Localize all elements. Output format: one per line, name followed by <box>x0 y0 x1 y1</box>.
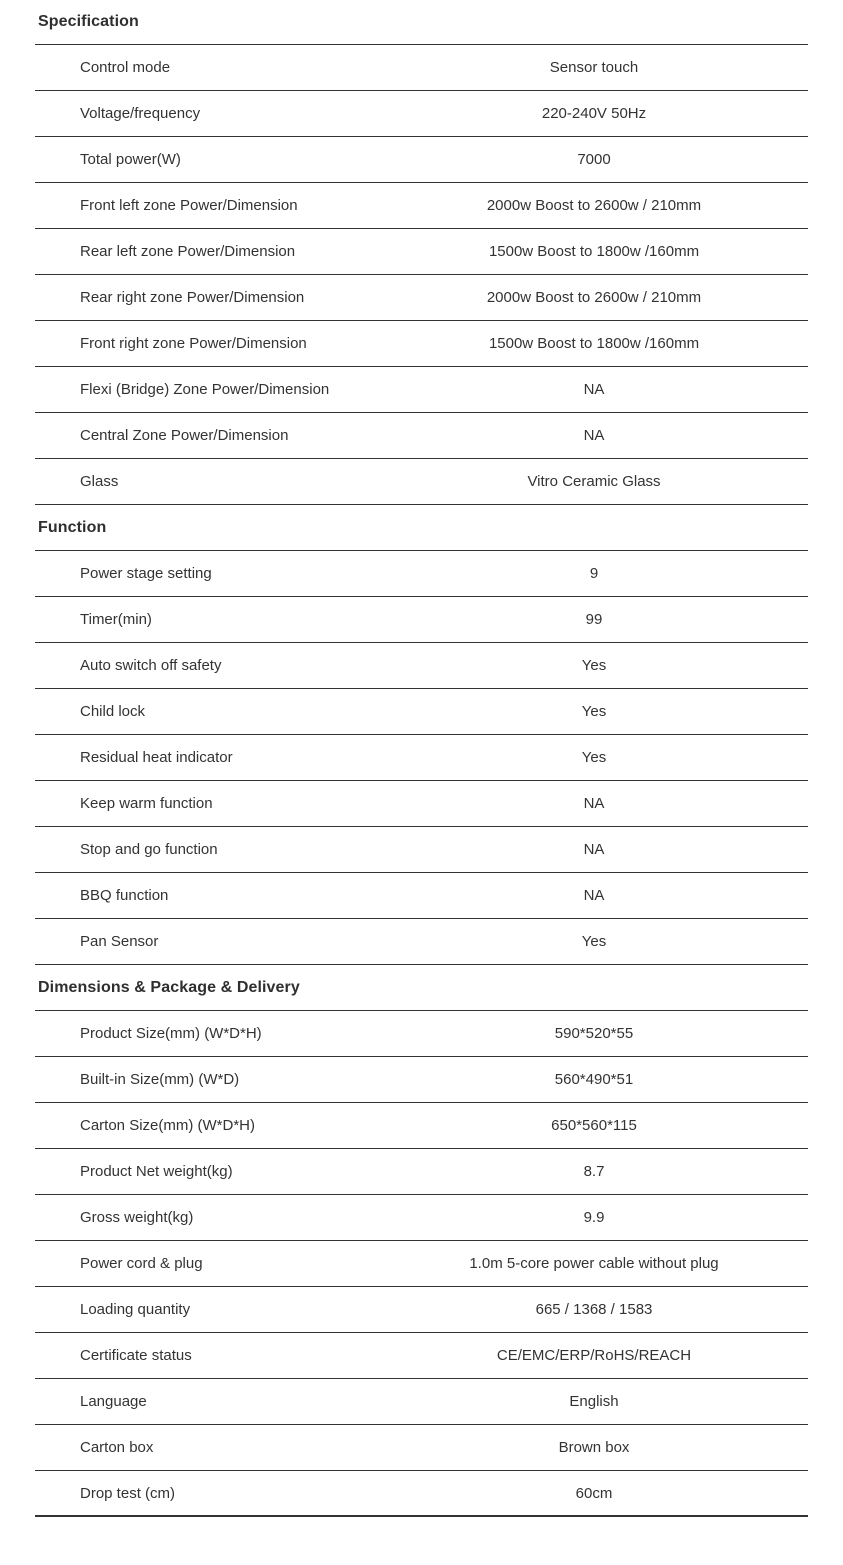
table-row <box>35 1057 808 1103</box>
table-row <box>35 413 808 459</box>
row-value: Vitro Ceramic Glass <box>527 473 661 490</box>
row-value: CE/EMC/ERP/RoHS/REACH <box>496 1347 692 1364</box>
row-label: Glass <box>80 473 119 490</box>
table-row <box>35 275 808 321</box>
row-value: 99 <box>585 611 603 628</box>
spec-section <box>35 965 808 1517</box>
table-row <box>35 1287 808 1333</box>
table-row <box>35 643 808 689</box>
row-value: 9.9 <box>583 1209 605 1226</box>
table-row <box>35 1195 808 1241</box>
row-label: Language <box>80 1393 147 1410</box>
row-label: BBQ function <box>80 887 169 904</box>
row-label: Rear left zone Power/Dimension <box>80 243 296 260</box>
section-heading: Function <box>38 518 107 536</box>
row-value: 1.0m 5-core power cable without plug <box>469 1255 719 1272</box>
row-label: Carton box <box>80 1439 154 1456</box>
row-value: English <box>569 1393 619 1410</box>
table-row <box>35 781 808 827</box>
table-row <box>35 1241 808 1287</box>
table-row <box>35 367 808 413</box>
row-label: Child lock <box>80 703 146 720</box>
section-heading-band <box>35 0 808 45</box>
spec-table <box>35 0 808 1517</box>
table-row <box>35 137 808 183</box>
row-value: NA <box>583 427 605 444</box>
row-value: 9 <box>589 565 599 582</box>
row-value: 8.7 <box>583 1163 605 1180</box>
row-label: Front left zone Power/Dimension <box>80 197 298 214</box>
row-value: NA <box>583 887 605 904</box>
row-label: Residual heat indicator <box>80 749 233 766</box>
row-label: Power cord & plug <box>80 1255 203 1272</box>
spec-section <box>35 505 808 965</box>
row-label: Timer(min) <box>80 611 152 628</box>
row-value: 220-240V 50Hz <box>541 105 647 122</box>
row-value: Yes <box>581 703 607 720</box>
table-row <box>35 45 808 91</box>
row-label: Carton Size(mm) (W*D*H) <box>80 1117 256 1134</box>
row-label: Built-in Size(mm) (W*D) <box>80 1071 240 1088</box>
row-label: Keep warm function <box>80 795 213 812</box>
table-row <box>35 1379 808 1425</box>
row-value: Yes <box>581 933 607 950</box>
table-row <box>35 597 808 643</box>
row-label: Gross weight(kg) <box>80 1209 194 1226</box>
row-value: 2000w Boost to 2600w / 210mm <box>486 289 702 306</box>
row-label: Power stage setting <box>80 565 212 582</box>
section-heading-band <box>35 505 808 551</box>
row-value: NA <box>583 795 605 812</box>
table-row <box>35 1333 808 1379</box>
row-value: 590*520*55 <box>554 1025 634 1042</box>
table-row <box>35 459 808 505</box>
table-row <box>35 91 808 137</box>
row-value: 560*490*51 <box>554 1071 634 1088</box>
table-row <box>35 919 808 965</box>
row-label: Rear right zone Power/Dimension <box>80 289 305 306</box>
row-value: Yes <box>581 749 607 766</box>
row-label: Loading quantity <box>80 1301 191 1318</box>
table-row <box>35 873 808 919</box>
row-label: Voltage/frequency <box>80 105 201 122</box>
section-heading-band <box>35 965 808 1011</box>
row-label: Auto switch off safety <box>80 657 222 674</box>
row-value: NA <box>583 381 605 398</box>
table-row <box>35 1011 808 1057</box>
row-value: 7000 <box>577 151 611 168</box>
row-label: Control mode <box>80 59 171 76</box>
row-label: Certificate status <box>80 1347 192 1364</box>
row-label: Product Size(mm) (W*D*H) <box>80 1025 262 1042</box>
row-label: Pan Sensor <box>80 933 159 950</box>
row-value: Yes <box>581 657 607 674</box>
row-value: 60cm <box>575 1484 613 1502</box>
section-heading: Specification <box>38 13 139 30</box>
row-value: 1500w Boost to 1800w /160mm <box>488 335 700 352</box>
row-value: 1500w Boost to 1800w /160mm <box>488 243 700 260</box>
row-value: Brown box <box>558 1439 630 1456</box>
row-value: 650*560*115 <box>551 1117 637 1134</box>
row-label: Total power(W) <box>80 151 181 168</box>
table-row <box>35 551 808 597</box>
table-row <box>35 1471 808 1517</box>
table-row <box>35 1103 808 1149</box>
table-row <box>35 1149 808 1195</box>
table-row <box>35 827 808 873</box>
row-label: Stop and go function <box>80 841 218 858</box>
row-label: Product Net weight(kg) <box>80 1163 233 1180</box>
row-label: Central Zone Power/Dimension <box>80 427 289 444</box>
table-row <box>35 183 808 229</box>
row-label: Flexi (Bridge) Zone Power/Dimension <box>80 381 330 398</box>
table-row <box>35 735 808 781</box>
spec-section <box>35 0 808 505</box>
row-value: 2000w Boost to 2600w / 210mm <box>486 197 702 214</box>
table-row <box>35 229 808 275</box>
table-row <box>35 1425 808 1471</box>
row-label: Drop test (cm) <box>80 1484 176 1502</box>
row-label: Front right zone Power/Dimension <box>80 335 307 352</box>
row-value: NA <box>583 841 605 858</box>
table-row <box>35 321 808 367</box>
table-row <box>35 689 808 735</box>
row-value: Sensor touch <box>549 59 639 76</box>
section-heading: Dimensions & Package & Delivery <box>38 978 300 996</box>
row-value: 665 / 1368 / 1583 <box>535 1301 653 1318</box>
